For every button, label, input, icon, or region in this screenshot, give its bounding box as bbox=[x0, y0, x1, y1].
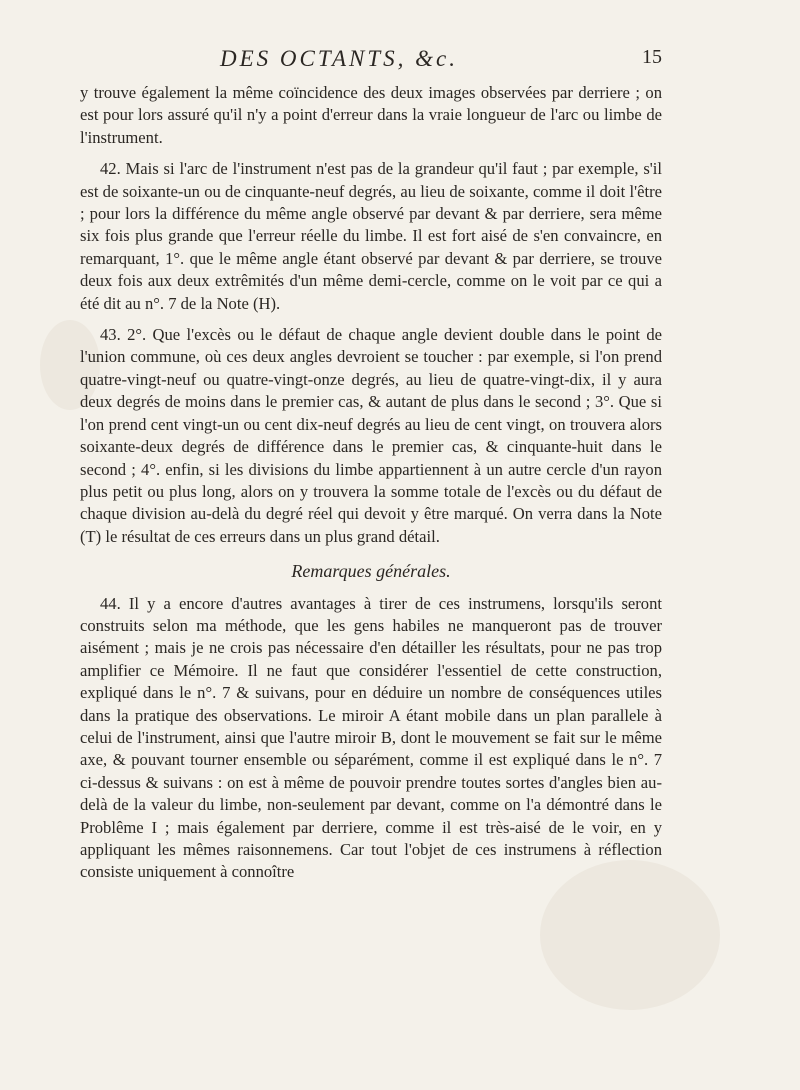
body-text bbox=[80, 82, 662, 884]
page-header bbox=[80, 40, 662, 80]
paragraph-42: 42. Mais si l'arc de l'instrument n'est pas de la grandeur qu'il faut ; par exemple, s'il est de soixante-un ou de cinquante-neuf degrés, au lieu de soixante, comme il doit l'être ; pour lors la différence du même angle observé par devant & par derriere, sera même six fois plus grande que l'erreur réelle du limbe. Il est fort aisé de s'en convaincre, en remarquant, 1°. que le même angle étant observé par devant & par derriere, se trouve deux fois aux deux extrêmités d'un même demi-cercle, comme on le voit par ce qui a été dit au n°. 7 de la Note (H). bbox=[80, 159, 662, 313]
paragraph-44: 44. Il y a encore d'autres avantages à tirer de ces instrumens, lorsqu'ils seront construits selon ma méthode, que les gens habiles ne manqueront pas de trouver aisément ; mais je ne crois pas nécessaire d'en détailler les résultats, pour ne pas trop amplifier ce Mémoire. Il ne faut que considérer l'essentiel de cette construction, expliqué dans le n°. 7 & suivans, pour en déduire un nombre de conséquences utiles dans la pratique des observations. Le miroir A étant mobile dans un plan parallele à celui de l'instrument, ainsi que l'autre miroir B, dont le mouvement se fait sur le même axe, & pouvant tourner ensemble ou séparément, comme il est expliqué dans le n°. 7 ci-dessus & suivans : on est à même de pouvoir prendre toutes sortes d'angles bien au-delà de la valeur du limbe, non-seulement par devant, comme on l'a démontré dans le Problême I ; mais également par derriere, comme il est très-aisé de le voir, en y appliquant les mêmes raisonnemens. Car tout l'objet de ces instrumens à réflection consiste uniquement à connoître bbox=[80, 593, 662, 882]
section-heading: Remarques générales. bbox=[291, 561, 451, 582]
paragraph-continuation: y trouve également la même coïncidence des deux images observées par derriere ; on est pour lors assuré qu'il n'y a point d'erreur dans la vraie longueur de l'arc ou limbe de l'instrument. bbox=[80, 83, 662, 147]
paragraph-43: 43. 2°. Que l'excès ou le défaut de chaque angle devient double dans le point de l'union commune, où ces deux angles devroient se toucher : par exemple, si l'on prend quatre-vingt-neuf ou quatre-vingt-onze degrés, au lieu de quatre-vingt-dix, il y aura deux degrés de moins dans le premier cas, & autant de plus dans le second ; 3°. Que si l'on prend cent vingt-un ou cent dix-neuf degrés au lieu de cent vingt, on trouvera alors soixante-deux degrés de différence dans le premier cas, & cinquante-huit dans le second ; 4°. enfin, si les divisions du limbe appartiennent à un autre cercle d'un rayon plus petit ou plus long, alors on y trouvera la somme totale de l'excès ou du défaut de chaque division au-delà du degré réel qui devoit y être marqué. On verra dans la Note (T) le résultat de ces erreurs dans un plus grand détail. bbox=[80, 325, 662, 546]
running-title: DES OCTANTS, &c. bbox=[220, 46, 458, 71]
page-number: 15 bbox=[642, 46, 662, 68]
